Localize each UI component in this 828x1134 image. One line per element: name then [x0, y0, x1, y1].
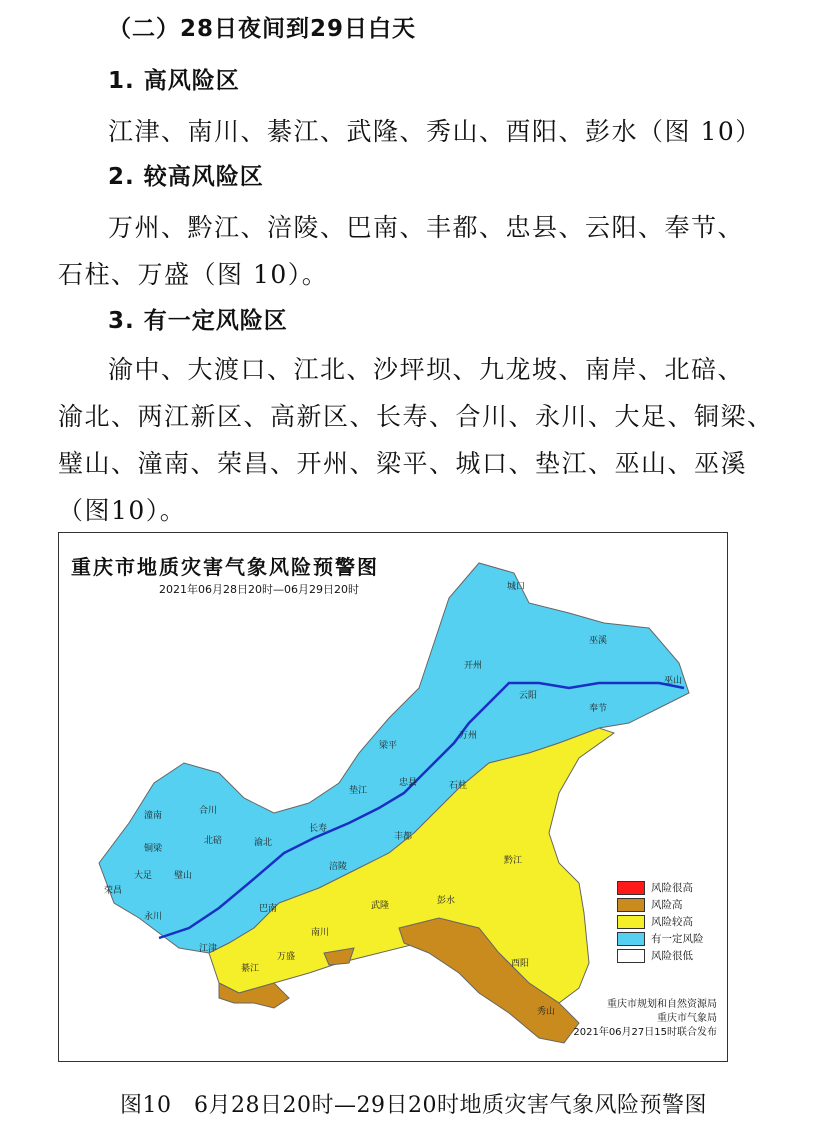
- level-higher-heading: 2. 较高风险区: [108, 164, 264, 190]
- map-label: 巫山: [664, 676, 683, 686]
- map-label: 黔江: [504, 856, 523, 866]
- legend-label: 风险高: [651, 899, 683, 911]
- map-label: 渝北: [254, 838, 273, 848]
- legend-label: 风险较高: [651, 916, 693, 928]
- map-label: 璧山: [174, 871, 193, 881]
- map-label: 梁平: [379, 741, 398, 751]
- map-label: 涪陵: [329, 862, 348, 872]
- map-label: 开州: [464, 661, 483, 671]
- legend-label: 风险很低: [651, 950, 693, 962]
- map-label: 云阳: [519, 691, 538, 701]
- map-label: 万盛: [277, 952, 296, 962]
- legend-item: [617, 947, 704, 964]
- legend-item: [617, 896, 704, 913]
- map-label: 南川: [311, 928, 330, 938]
- issuer-agency-1: 重庆市规划和自然资源局: [607, 999, 717, 1010]
- level-high-heading: 1. 高风险区: [108, 68, 240, 94]
- legend-item: [617, 930, 704, 947]
- map-label: 合川: [199, 806, 218, 816]
- map-label: 万州: [459, 731, 478, 741]
- level-some-heading: 3. 有一定风险区: [108, 308, 288, 334]
- map-label: 武隆: [371, 901, 390, 911]
- level-some-line: （图10）。: [58, 496, 187, 525]
- map-label: 巫溪: [589, 636, 608, 646]
- map-label: 石柱: [449, 781, 468, 791]
- map-label: 酉阳: [511, 959, 530, 969]
- map-label: 永川: [144, 912, 163, 922]
- level-higher-line: 石柱、万盛（图 10）。: [58, 260, 329, 289]
- map-label: 垫江: [349, 786, 368, 796]
- level-high-line: 江津、南川、綦江、武隆、秀山、酉阳、彭水（图 10）: [108, 117, 762, 146]
- level-higher-line: 万州、黔江、涪陵、巴南、丰都、忠县、云阳、奉节、: [108, 213, 745, 242]
- map-label: 潼南: [144, 811, 163, 821]
- map-title: 重庆市地质灾害气象风险预警图: [71, 555, 379, 579]
- level-some-line: 璧山、潼南、荣昌、开州、梁平、城口、垫江、巫山、巫溪: [58, 449, 748, 478]
- legend-swatch-high: [617, 898, 645, 912]
- issuer-date: 2021年06月27日15时联合发布: [573, 1027, 717, 1038]
- section-title: （二）28日夜间到29日白天: [108, 16, 417, 42]
- map-label: 江津: [199, 944, 218, 954]
- map-label: 北碚: [204, 836, 223, 846]
- legend-label: 有一定风险: [651, 933, 704, 945]
- map-label: 綦江: [241, 964, 260, 974]
- map-label: 荣昌: [104, 886, 123, 896]
- map-label: 巴南: [259, 904, 278, 914]
- legend-item: [617, 913, 704, 930]
- map-label: 彭水: [437, 896, 456, 906]
- legend-swatch-higher: [617, 915, 645, 929]
- issuer-agency-2: 重庆市气象局: [657, 1013, 717, 1024]
- map-label: 大足: [134, 871, 153, 881]
- map-label: 铜梁: [144, 844, 163, 854]
- legend-swatch-very-low: [617, 949, 645, 963]
- risk-map-figure: [58, 532, 728, 1062]
- figure-caption: 图10 6月28日20时—29日20时地质灾害气象风险预警图: [120, 1093, 707, 1118]
- map-label: 秀山: [537, 1007, 556, 1017]
- legend-swatch-very-high: [617, 881, 645, 895]
- legend-label: 风险很高: [651, 882, 693, 894]
- map-label: 丰都: [394, 832, 413, 842]
- level-some-line: 渝中、大渡口、江北、沙坪坝、九龙坡、南岸、北碚、: [108, 355, 745, 384]
- map-time-range: 2021年06月28日20时—06月29日20时: [159, 583, 359, 596]
- map-label: 长寿: [309, 824, 328, 834]
- level-some-line: 渝北、两江新区、高新区、长寿、合川、永川、大足、铜梁、: [58, 402, 774, 431]
- chongqing-map: [59, 533, 728, 1062]
- map-label: 城口: [507, 582, 526, 592]
- legend-swatch-some: [617, 932, 645, 946]
- map-legend: [617, 879, 704, 964]
- map-label: 忠县: [399, 778, 418, 788]
- map-label: 奉节: [589, 704, 608, 714]
- legend-item: [617, 879, 704, 896]
